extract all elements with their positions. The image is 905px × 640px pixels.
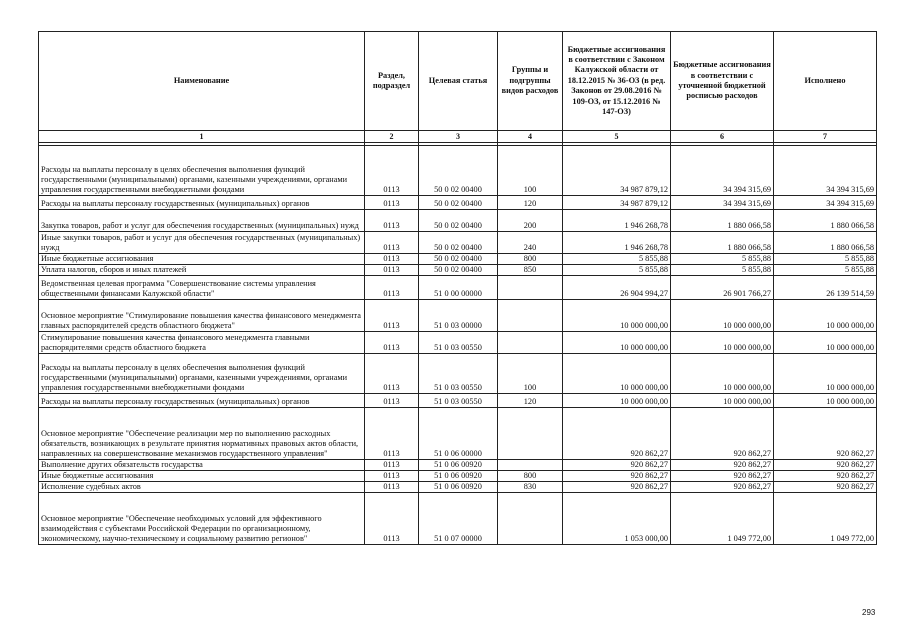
row-section: 0113: [365, 493, 419, 545]
row-name: Выполнение других обязательств государства: [39, 460, 365, 471]
row-expense-group: 850: [498, 265, 563, 276]
row-executed: 920 862,27: [774, 471, 877, 482]
row-budget-law: 5 855,88: [563, 254, 671, 265]
table-header-row: [39, 32, 877, 131]
table-row: [39, 408, 877, 460]
row-budget-law: 10 000 000,00: [563, 394, 671, 408]
row-expense-group: 120: [498, 196, 563, 210]
row-name: Основное мероприятие "Обеспечение необходимых условий для эффективного взаимодействия с субъектами Российской Федерации по организационному, экономическому, научно-техническому и социальному развитию регионов": [39, 493, 365, 545]
column-number: 5: [563, 131, 671, 143]
row-name: Расходы на выплаты персоналу в целях обеспечения выполнения функций государственными (муниципальными) органами, казенными учреждениями, органами управления государственными внебюджетными фондами: [39, 354, 365, 394]
table-row: [39, 332, 877, 354]
row-target-item: 51 0 06 00920: [419, 471, 498, 482]
row-name: Иные бюджетные ассигнования: [39, 471, 365, 482]
row-section: 0113: [365, 232, 419, 254]
row-name: Расходы на выплаты персоналу государственных (муниципальных) органов: [39, 196, 365, 210]
row-budget-refined: 1 880 066,58: [671, 232, 774, 254]
row-target-item: 51 0 03 00000: [419, 300, 498, 332]
row-budget-refined: 10 000 000,00: [671, 394, 774, 408]
row-target-item: 50 0 02 00400: [419, 196, 498, 210]
row-budget-law: 10 000 000,00: [563, 332, 671, 354]
header-section: Раздел, подраздел: [365, 32, 419, 131]
row-budget-law: 5 855,88: [563, 265, 671, 276]
row-section: 0113: [365, 196, 419, 210]
row-budget-refined: 920 862,27: [671, 460, 774, 471]
row-expense-group: 120: [498, 394, 563, 408]
row-executed: 34 394 315,69: [774, 196, 877, 210]
row-name: Иные бюджетные ассигнования: [39, 254, 365, 265]
column-number: 2: [365, 131, 419, 143]
row-expense-group: [498, 332, 563, 354]
row-section: 0113: [365, 471, 419, 482]
row-expense-group: 830: [498, 482, 563, 493]
row-budget-law: 26 904 994,27: [563, 276, 671, 300]
row-section: 0113: [365, 265, 419, 276]
row-expense-group: 240: [498, 232, 563, 254]
row-budget-law: 920 862,27: [563, 471, 671, 482]
header-executed: Исполнено: [774, 32, 877, 131]
row-budget-law: 1 946 268,78: [563, 232, 671, 254]
table-row: [39, 482, 877, 493]
row-section: 0113: [365, 354, 419, 394]
row-budget-law: 1 053 000,00: [563, 493, 671, 545]
row-executed: 34 394 315,69: [774, 146, 877, 196]
row-target-item: 51 0 03 00550: [419, 332, 498, 354]
row-target-item: 51 0 07 00000: [419, 493, 498, 545]
table-row: [39, 493, 877, 545]
row-target-item: 50 0 02 00400: [419, 265, 498, 276]
row-name: Основное мероприятие "Обеспечение реализации мер по выполнению расходных обязательств, возникающих в результате принятия нормативных правовых актов области, направленных на совершенствование механизмов государственного управления": [39, 408, 365, 460]
header-budget-refined: Бюджетные ассигнования в соответствии с уточненной бюджетной росписью расходов: [671, 32, 774, 131]
header-name: Наименование: [39, 32, 365, 131]
table-row: [39, 276, 877, 300]
column-number: 1: [39, 131, 365, 143]
row-budget-refined: 920 862,27: [671, 482, 774, 493]
row-name: Ведомственная целевая программа "Совершенствование системы управления общественными финансами Калужской области": [39, 276, 365, 300]
row-target-item: 50 0 02 00400: [419, 254, 498, 265]
row-budget-law: 920 862,27: [563, 482, 671, 493]
column-number: 6: [671, 131, 774, 143]
header-expense-group: Группы и подгруппы видов расходов: [498, 32, 563, 131]
row-target-item: 51 0 03 00550: [419, 394, 498, 408]
row-section: 0113: [365, 146, 419, 196]
row-budget-law: 10 000 000,00: [563, 300, 671, 332]
row-executed: 920 862,27: [774, 482, 877, 493]
table-row: [39, 265, 877, 276]
row-budget-refined: 1 880 066,58: [671, 210, 774, 232]
row-budget-law: 34 987 879,12: [563, 196, 671, 210]
header-budget-law: Бюджетные ассигнования в соответствии с Законом Калужской области от 18.12.2015 № 36-ОЗ (в ред. Законов от 29.08.2016 № 109-ОЗ, от 15.12.2016 № 147-ОЗ): [563, 32, 671, 131]
table-row: [39, 196, 877, 210]
row-executed: 26 139 514,59: [774, 276, 877, 300]
row-name: Иные закупки товаров, работ и услуг для обеспечения государственных (муниципальных) нужд: [39, 232, 365, 254]
row-section: 0113: [365, 254, 419, 265]
row-section: 0113: [365, 394, 419, 408]
row-budget-refined: 10 000 000,00: [671, 300, 774, 332]
row-target-item: 51 0 06 00920: [419, 482, 498, 493]
row-target-item: 51 0 06 00920: [419, 460, 498, 471]
row-budget-refined: 34 394 315,69: [671, 196, 774, 210]
row-name: Расходы на выплаты персоналу в целях обеспечения выполнения функций государственными (муниципальными) органами, казенными учреждениями, органами управления государственными внебюджетными фондами: [39, 146, 365, 196]
column-number: 4: [498, 131, 563, 143]
row-budget-refined: 34 394 315,69: [671, 146, 774, 196]
row-executed: 1 049 772,00: [774, 493, 877, 545]
table-row: [39, 394, 877, 408]
table-row: [39, 300, 877, 332]
row-budget-law: 920 862,27: [563, 460, 671, 471]
column-number-row: [39, 131, 877, 143]
row-budget-law: 1 946 268,78: [563, 210, 671, 232]
row-executed: 10 000 000,00: [774, 354, 877, 394]
row-name: Исполнение судебных актов: [39, 482, 365, 493]
row-section: 0113: [365, 482, 419, 493]
table-row: [39, 232, 877, 254]
row-target-item: 50 0 02 00400: [419, 146, 498, 196]
row-budget-refined: 10 000 000,00: [671, 332, 774, 354]
row-expense-group: 100: [498, 146, 563, 196]
row-expense-group: [498, 408, 563, 460]
row-budget-law: 920 862,27: [563, 408, 671, 460]
row-executed: 10 000 000,00: [774, 394, 877, 408]
table-row: [39, 460, 877, 471]
row-executed: 10 000 000,00: [774, 300, 877, 332]
row-name: Основное мероприятие "Стимулирование повышения качества финансового менеджмента главных распорядителей средств областного бюджета": [39, 300, 365, 332]
table-row: [39, 146, 877, 196]
row-budget-law: 10 000 000,00: [563, 354, 671, 394]
header-target-item: Целевая статья: [419, 32, 498, 131]
row-section: 0113: [365, 300, 419, 332]
row-executed: 5 855,88: [774, 265, 877, 276]
column-number: 7: [774, 131, 877, 143]
row-budget-refined: 920 862,27: [671, 471, 774, 482]
row-expense-group: 200: [498, 210, 563, 232]
row-section: 0113: [365, 276, 419, 300]
row-target-item: 51 0 06 00000: [419, 408, 498, 460]
row-name: Расходы на выплаты персоналу государственных (муниципальных) органов: [39, 394, 365, 408]
row-budget-refined: 5 855,88: [671, 254, 774, 265]
row-target-item: 51 0 00 00000: [419, 276, 498, 300]
page-number: 293: [862, 608, 876, 617]
row-section: 0113: [365, 460, 419, 471]
row-target-item: 50 0 02 00400: [419, 210, 498, 232]
row-executed: 920 862,27: [774, 460, 877, 471]
budget-table: [38, 31, 877, 545]
row-expense-group: [498, 493, 563, 545]
table-row: [39, 210, 877, 232]
table-row: [39, 471, 877, 482]
row-name: Закупка товаров, работ и услуг для обеспечения государственных (муниципальных) нужд: [39, 210, 365, 232]
row-section: 0113: [365, 408, 419, 460]
row-executed: 1 880 066,58: [774, 232, 877, 254]
row-budget-law: 34 987 879,12: [563, 146, 671, 196]
row-expense-group: 800: [498, 471, 563, 482]
row-budget-refined: 5 855,88: [671, 265, 774, 276]
row-budget-refined: 26 901 766,27: [671, 276, 774, 300]
row-executed: 1 880 066,58: [774, 210, 877, 232]
row-executed: 10 000 000,00: [774, 332, 877, 354]
row-name: Стимулирование повышения качества финансового менеджмента главными распорядителями средств областного бюджета: [39, 332, 365, 354]
row-target-item: 51 0 03 00550: [419, 354, 498, 394]
table-row: [39, 254, 877, 265]
row-expense-group: [498, 276, 563, 300]
row-expense-group: [498, 300, 563, 332]
row-expense-group: [498, 460, 563, 471]
row-executed: 5 855,88: [774, 254, 877, 265]
row-budget-refined: 1 049 772,00: [671, 493, 774, 545]
row-expense-group: 100: [498, 354, 563, 394]
row-executed: 920 862,27: [774, 408, 877, 460]
row-target-item: 50 0 02 00400: [419, 232, 498, 254]
column-number: 3: [419, 131, 498, 143]
row-expense-group: 800: [498, 254, 563, 265]
table-row: [39, 354, 877, 394]
row-budget-refined: 10 000 000,00: [671, 354, 774, 394]
row-name: Уплата налогов, сборов и иных платежей: [39, 265, 365, 276]
row-section: 0113: [365, 210, 419, 232]
row-budget-refined: 920 862,27: [671, 408, 774, 460]
row-section: 0113: [365, 332, 419, 354]
